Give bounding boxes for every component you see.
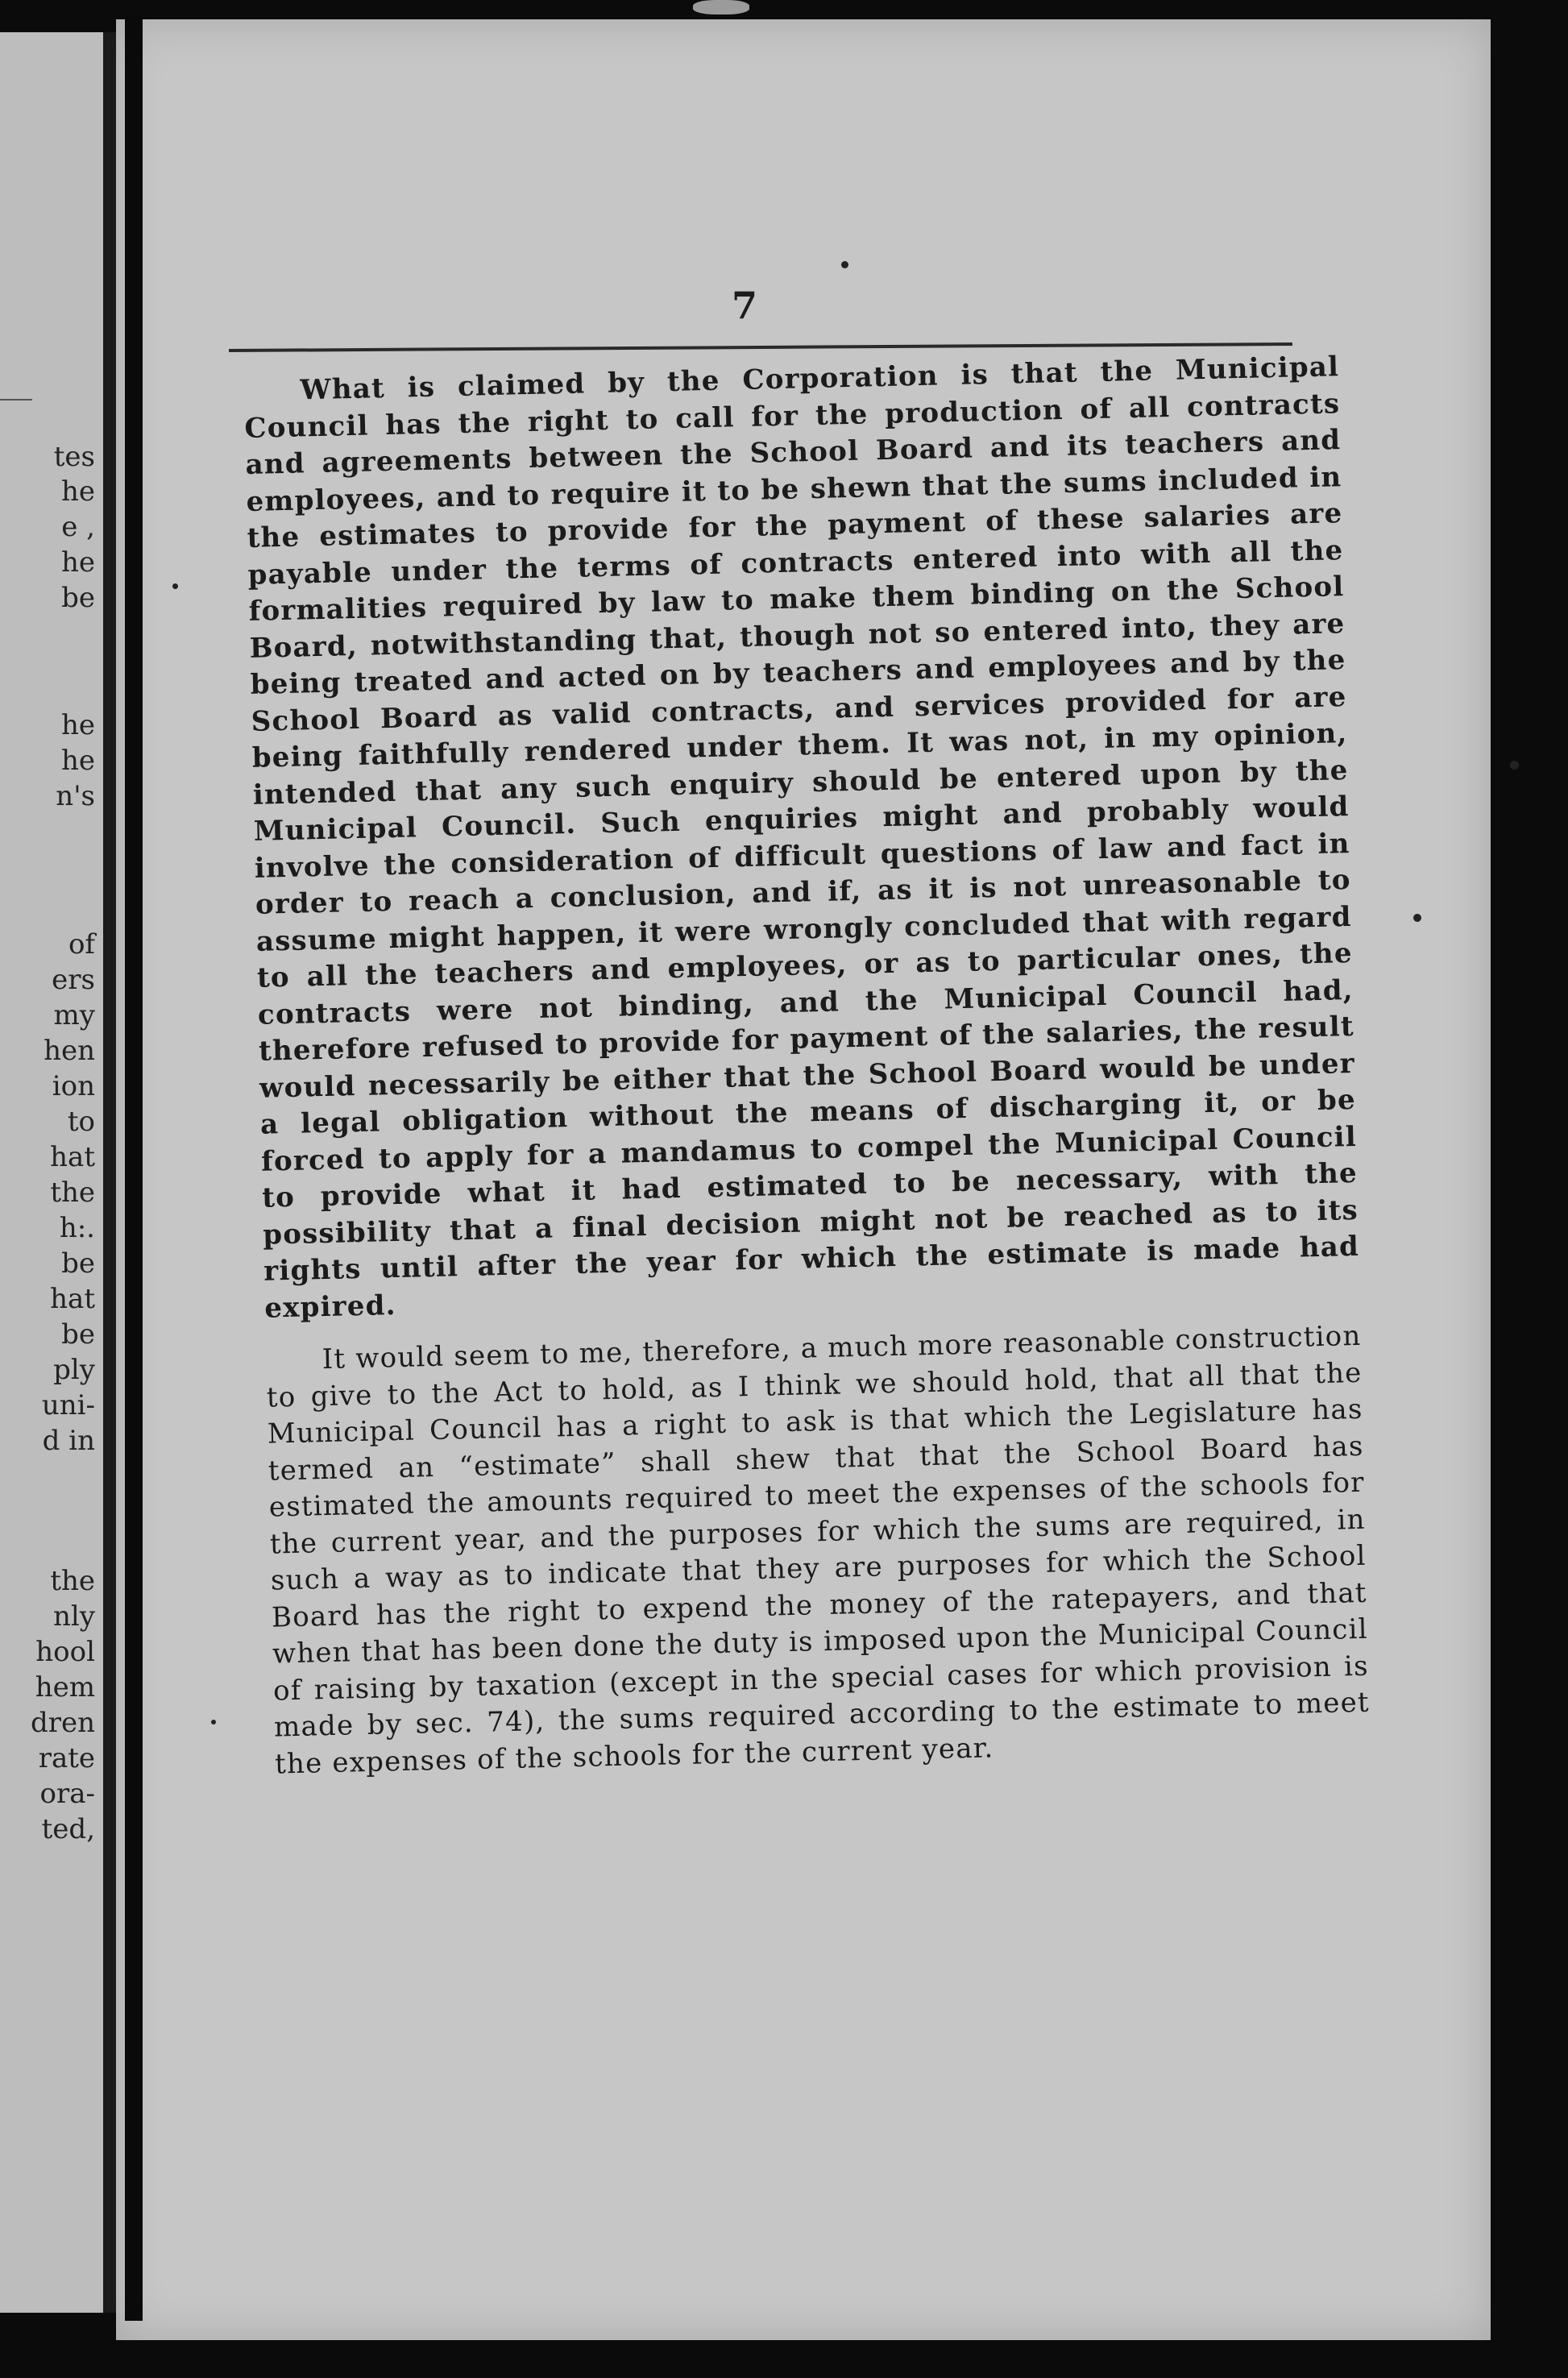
facing-page-fragment: of [68,928,95,961]
page-number: 7 [731,284,757,327]
speck [841,261,848,268]
facing-page-fragment: be [61,582,95,614]
facing-page-fragment: e , [61,511,95,543]
facing-page-fragment: ora- [39,1778,95,1810]
facing-page-fragment: ply [53,1354,95,1386]
facing-page-fragment: ion [52,1070,95,1102]
facing-page-fragment: ers [52,964,95,996]
facing-page-fragment: hat [50,1283,95,1315]
facing-page-fragment: d in [42,1425,95,1457]
facing-page-fragment: uni- [41,1389,95,1421]
speck [1413,914,1421,922]
speck [172,583,178,589]
facing-page-fragment: be [61,1247,95,1280]
facing-page-fragment: be [61,1318,95,1351]
facing-page-fragment: nly [53,1600,95,1633]
facing-page-fragment: my [53,999,95,1031]
facing-page-fragment: hen [44,1035,95,1067]
scan-artifact [693,0,749,15]
facing-page-fragment: ted, [41,1813,95,1845]
facing-page-fragment: the [50,1177,95,1209]
facing-page-fragment: he [60,709,95,741]
facing-page-fragment: the [50,1565,95,1597]
facing-page-fragment: dren [30,1707,95,1739]
facing-page-fragment: hem [35,1671,95,1704]
paragraph-2: It would seem to me, therefore, a much more reasonable construction to give to the Act to hold, as I think we should hold, that all that the Municipal Council has a right to ask is that which the Legislature has termed an “estimate” shall shew that that the School Board has estimated the amounts required to meet the expenses of the schools for the current year, and the purposes for which the sums are required, in such a way as to indicate that they are purposes for which the School Board has the right to expend the money of the ratepayers, and that when that has been done the duty is imposed upon the Municipal Council of raising by taxation (except in the special cases for which provision is made by sec. 74), the sums required according to the estimate to meet the expenses of the schools for the current year. [266,1319,1371,1781]
gutter-shadow [103,32,116,2313]
speck [211,1720,216,1724]
document-page [116,19,1491,2340]
facing-page-fragment: he [60,546,95,579]
facing-page-fragment: h:. [59,1212,95,1244]
paragraph-1: What is claimed by the Corporation is that the Municipal Council has the right to call for the production of all contracts and agreements between the School Board and its teachers and employees, and to require it to be shewn that the sums included in the estimates to provide for the payment of these salaries are payable under the terms of contracts entered into with all the formalities required by law to make them binding on the School Board, notwithstanding that, though not so entered into, they are being treated and acted on by teachers and employees and by the School Board as valid contracts, and services provided for are being faithfully rendered under them. It was not, in my opinion, intended that any such enquiry should be entered upon by the Municipal Council. Such enquiries might and probably would involve the consideration of difficult questions of law and fact in order to reach a conclusion, and if, as it is not unreasonable to assume might happen, it were wrongly concluded that with regard to all the teachers and employees, or as to particular ones, the contracts were not binding, and the Municipal Council had, therefore refused to provide for payment of the salaries, the result would necessarily be either that the School Board would be under a legal obligation without the means of discharging it, or be forced to apply for a mandamus to compel the Municipal Council to provide what it had estimated to be necessary, with the possibility that a final decision might not be reached as to its rights until after the year for which the estimate is made had expired. [244,351,1360,1325]
facing-page-fragment: tes [53,441,95,473]
facing-page-fragment: he [60,475,95,508]
facing-page-fragment: hat [50,1141,95,1173]
page-binding-edge [125,16,143,2321]
facing-page-fragment: n's [56,780,95,812]
facing-page-fragment: rate [38,1742,95,1774]
body-text [243,349,1371,1782]
facing-page-fragment: to [67,1106,95,1138]
facing-page-edge [0,32,111,2313]
facing-page-fragment: he [60,745,95,777]
facing-page-rule [0,399,32,400]
speck [1510,761,1519,770]
facing-page-fragment: hool [35,1636,95,1668]
header-rule [229,342,1292,352]
